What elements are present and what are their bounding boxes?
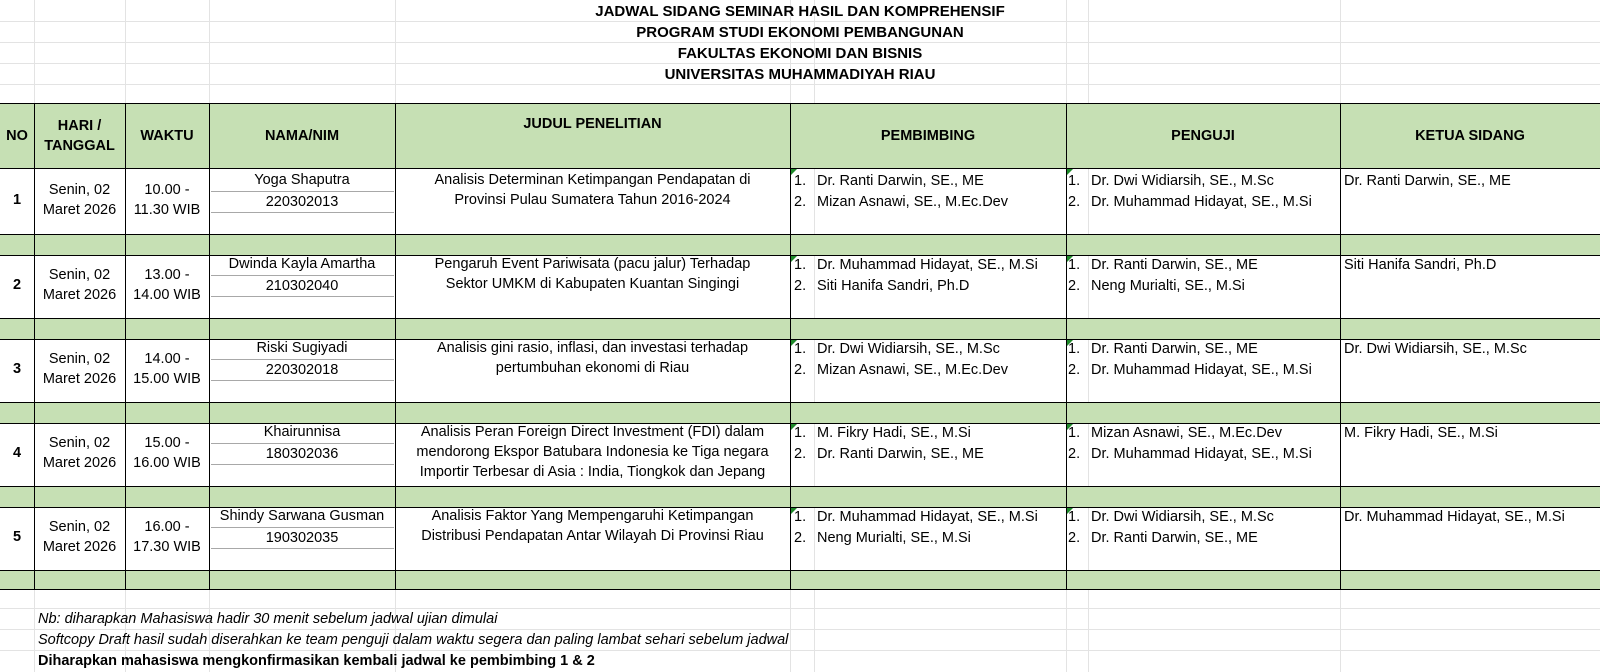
row-no[interactable]: 2: [12, 277, 22, 293]
row-time[interactable]: 14.00 - 15.00 WIB: [133, 351, 201, 387]
row-nim[interactable]: 220302018: [265, 362, 339, 378]
header-judul[interactable]: JUDUL PENELITIAN: [523, 116, 662, 132]
row-date[interactable]: Senin, 02 Maret 2026: [42, 182, 117, 218]
row-date[interactable]: Senin, 02 Maret 2026: [42, 435, 117, 471]
row-pembimbing-list[interactable]: 1. Dr. Dwi Widiarsih, SE., M.Sc 2. Mizan Asnawi, SE., M.Ec.Dev: [794, 341, 1008, 378]
note-1: Nb: diharapkan Mahasiswa hadir 30 menit sebelum jadwal ujian dimulai: [38, 611, 498, 627]
note-3: Diharapkan mahasiswa mengkonfirmasikan kembali jadwal ke pembimbing 1 & 2: [38, 653, 595, 669]
row-no[interactable]: 5: [12, 529, 22, 545]
row-name[interactable]: Khairunnisa: [263, 424, 341, 440]
row-penguji-list[interactable]: 1. Dr. Ranti Darwin, SE., ME 2. Neng Murialti, SE., M.Si: [1068, 257, 1258, 294]
row-time[interactable]: 16.00 - 17.30 WIB: [133, 519, 201, 555]
row-ketua[interactable]: Dr. Muhammad Hidayat, SE., M.Si: [1344, 509, 1565, 525]
row-pembimbing-list[interactable]: 1. Dr. Muhammad Hidayat, SE., M.Si 2. Neng Murialti, SE., M.Si: [794, 509, 1038, 546]
row-judul[interactable]: Analisis gini rasio, inflasi, dan investasi terhadap pertumbuhan ekonomi di Riau: [436, 340, 749, 376]
header-hari-line2: TANGGAL: [44, 138, 115, 154]
note-2: Softcopy Draft hasil sudah diserahkan ke team penguji dalam waktu segera dan paling lambat sehari sebelum jadwal: [38, 632, 789, 648]
row-nim[interactable]: 190302035: [265, 530, 339, 546]
row-judul[interactable]: Analisis Determinan Ketimpangan Pendapatan di Provinsi Pulau Sumatera Tahun 2016-2024: [434, 172, 751, 208]
row-penguji-list[interactable]: 1. Dr. Ranti Darwin, SE., ME 2. Dr. Muhammad Hidayat, SE., M.Si: [1068, 341, 1312, 378]
row-nim[interactable]: 210302040: [265, 278, 339, 294]
row-penguji-list[interactable]: 1. Dr. Dwi Widiarsih, SE., M.Sc 2. Dr. Muhammad Hidayat, SE., M.Si: [1068, 173, 1312, 210]
row-ketua[interactable]: M. Fikry Hadi, SE., M.Si: [1344, 425, 1498, 441]
row-time[interactable]: 10.00 - 11.30 WIB: [133, 182, 201, 218]
row-date[interactable]: Senin, 02 Maret 2026: [42, 519, 117, 555]
row-penguji-list[interactable]: 1. Dr. Dwi Widiarsih, SE., M.Sc 2. Dr. Ranti Darwin, SE., ME: [1068, 509, 1274, 546]
row-pembimbing-list[interactable]: 1. Dr. Muhammad Hidayat, SE., M.Si 2. Siti Hanifa Sandri, Ph.D: [794, 257, 1038, 294]
row-pembimbing-list[interactable]: 1. Dr. Ranti Darwin, SE., ME 2. Mizan Asnawi, SE., M.Ec.Dev: [794, 173, 1008, 210]
row-no[interactable]: 3: [12, 361, 22, 377]
title-line-1: JADWAL SIDANG SEMINAR HASIL DAN KOMPREHENSIF: [595, 3, 1005, 20]
row-name[interactable]: Riski Sugiyadi: [256, 340, 348, 356]
title-line-3: FAKULTAS EKONOMI DAN BISNIS: [677, 45, 923, 62]
row-penguji-list[interactable]: 1. Mizan Asnawi, SE., M.Ec.Dev 2. Dr. Muhammad Hidayat, SE., M.Si: [1068, 425, 1312, 462]
row-pembimbing-list[interactable]: 1. M. Fikry Hadi, SE., M.Si 2. Dr. Ranti Darwin, SE., ME: [794, 425, 984, 462]
row-ketua[interactable]: Siti Hanifa Sandri, Ph.D: [1344, 257, 1497, 273]
row-name[interactable]: Shindy Sarwana Gusman: [219, 508, 385, 524]
row-judul[interactable]: Analisis Peran Foreign Direct Investment (FDI) dalam mendorong Ekspor Batubara Indonesia ke Tiga negara Importir Terbesar di Asia : India, Tiongkok dan Jepang: [416, 424, 769, 480]
row-time[interactable]: 13.00 - 14.00 WIB: [133, 267, 201, 303]
row-no[interactable]: 1: [12, 192, 22, 208]
row-date[interactable]: Senin, 02 Maret 2026: [42, 267, 117, 303]
row-name[interactable]: Yoga Shaputra: [254, 172, 350, 188]
spacer-band-2: [0, 318, 1600, 339]
row-ketua[interactable]: Dr. Dwi Widiarsih, SE., M.Sc: [1344, 341, 1527, 357]
spacer-band-3: [0, 402, 1600, 423]
title-line-2: PROGRAM STUDI EKONOMI PEMBANGUNAN: [636, 24, 964, 41]
spacer-band-1: [0, 234, 1600, 255]
spacer-band-5: [0, 570, 1600, 589]
header-pembimbing[interactable]: PEMBIMBING: [880, 128, 976, 144]
row-name[interactable]: Dwinda Kayla Amartha: [228, 256, 376, 272]
row-ketua[interactable]: Dr. Ranti Darwin, SE., ME: [1344, 173, 1511, 189]
row-nim[interactable]: 180302036: [265, 446, 339, 462]
header-hari-line1: HARI /: [57, 118, 102, 134]
header-no[interactable]: NO: [6, 128, 28, 144]
header-penguji[interactable]: PENGUJI: [1171, 128, 1235, 144]
header-ketua-sidang[interactable]: KETUA SIDANG: [1415, 128, 1525, 144]
header-waktu[interactable]: WAKTU: [140, 128, 194, 144]
row-no[interactable]: 4: [12, 445, 22, 461]
row-nim[interactable]: 220302013: [265, 194, 339, 210]
row-judul[interactable]: Pengaruh Event Pariwisata (pacu jalur) Terhadap Sektor UMKM di Kabupaten Kuantan Singingi: [434, 256, 751, 292]
row-judul[interactable]: Analisis Faktor Yang Mempengaruhi Ketimpangan Distribusi Pendapatan Antar Wilayah Di Provinsi Riau: [421, 508, 764, 544]
row-time[interactable]: 15.00 - 16.00 WIB: [133, 435, 201, 471]
header-nama-nim[interactable]: NAMA/NIM: [264, 128, 340, 144]
title-line-4: UNIVERSITAS MUHAMMADIYAH RIAU: [664, 66, 936, 83]
header-hari-tanggal[interactable]: [34, 104, 125, 168]
spacer-band-4: [0, 486, 1600, 507]
row-date[interactable]: Senin, 02 Maret 2026: [42, 351, 117, 387]
